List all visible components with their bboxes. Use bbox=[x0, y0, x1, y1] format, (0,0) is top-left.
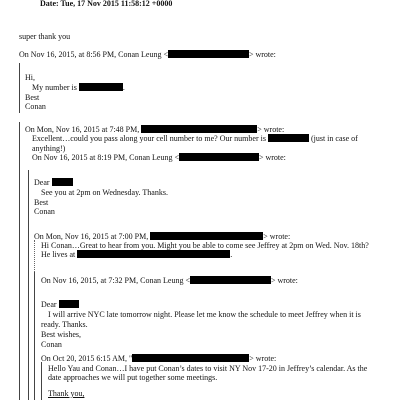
quote1-greeting: Hi, bbox=[25, 73, 35, 82]
redacted-email bbox=[150, 232, 263, 240]
quote2-line1-prefix: Excellent…could you pass along your cell number to me? Our number is bbox=[32, 134, 266, 143]
redacted-email bbox=[179, 153, 259, 161]
quote3-line1: See you at 2pm on Wednesday. Thanks. bbox=[41, 188, 168, 197]
quote1-attribution-suffix: > wrote: bbox=[248, 50, 276, 59]
quote6-attribution-prefix: On Oct 20, 2015 6:15 AM, " bbox=[41, 354, 133, 363]
quote2-line1-suffix: (just in case of bbox=[310, 134, 358, 143]
quote2-line1 bbox=[32, 134, 358, 144]
quote5-line2: ready. Thanks. bbox=[41, 320, 88, 329]
quote3-signoff: Best bbox=[34, 198, 49, 207]
quote5-attribution-prefix: On Nov 16, 2015, at 7:32 PM, Conan Leung < bbox=[41, 276, 190, 285]
quote6-attribution-suffix: > wrote: bbox=[249, 354, 277, 363]
quote2-attribution2 bbox=[32, 153, 286, 163]
quote1-line1-suffix: . bbox=[122, 83, 125, 92]
quote1-attribution-prefix: On Nov 16, 2015, at 8:56 PM, Conan Leung < bbox=[19, 50, 168, 59]
quote1-name: Conan bbox=[25, 102, 46, 111]
quote4-line2 bbox=[41, 250, 232, 260]
redacted-name bbox=[52, 178, 73, 186]
quote5-name: Conan bbox=[41, 340, 62, 349]
quote3-greeting bbox=[34, 178, 73, 188]
quote2-attribution2-prefix: On Nov 16, 2015 at 8:19 PM, Conan Leung < bbox=[32, 153, 179, 162]
redacted-email bbox=[190, 276, 271, 284]
quote3-bar bbox=[28, 170, 29, 400]
quote5-greeting-text: Dear bbox=[41, 300, 57, 309]
date-header bbox=[40, 0, 172, 9]
redacted-address bbox=[77, 250, 233, 259]
quote1-bar bbox=[19, 63, 20, 113]
redacted-number bbox=[268, 134, 309, 142]
quote1-line1-prefix: My number is bbox=[32, 83, 77, 92]
quote4-bar bbox=[34, 240, 35, 274]
quote5-signoff: Best wishes, bbox=[41, 330, 81, 339]
quote4-attribution-suffix: > wrote: bbox=[263, 232, 291, 241]
redacted-email bbox=[168, 50, 249, 58]
quote5-bar bbox=[34, 272, 35, 400]
quote6-closing: Thank you, bbox=[48, 389, 85, 398]
quote4-line2-suffix: . bbox=[230, 250, 233, 259]
quote1-signoff: Best bbox=[25, 93, 40, 102]
quote2-outer-bar bbox=[19, 122, 20, 400]
quote5-attribution-suffix: > wrote: bbox=[270, 276, 298, 285]
quote4-line1: Hi Conan…Great to hear from you. Might you be able to come see Jeffrey at 2pm on Wed. Nov. 18th? bbox=[41, 241, 369, 250]
redacted-name bbox=[59, 300, 79, 308]
quote2-attribution2-suffix: > wrote: bbox=[258, 153, 286, 162]
quote6-bar bbox=[41, 362, 42, 400]
quote2-attribution-prefix: On Mon, Nov 16, 2015 at 7:48 PM, bbox=[25, 125, 140, 134]
redacted-number bbox=[79, 83, 123, 91]
quote6-attribution bbox=[41, 354, 276, 364]
redacted-email bbox=[141, 125, 257, 133]
reply-text: super thank you bbox=[19, 32, 71, 41]
date-value: Tue, 17 Nov 2015 11:58:12 +0000 bbox=[60, 0, 173, 8]
quote5-line1: I will arrive NYC late tomorrow night. Please let me know the schedule to meet Jeffrey when it is bbox=[48, 310, 361, 319]
quote2-line2: anything!) bbox=[32, 144, 66, 153]
quote4-line2-prefix: He lives at bbox=[41, 250, 76, 259]
quote2-attribution-suffix: > wrote: bbox=[257, 125, 285, 134]
quote1-line1 bbox=[32, 83, 125, 93]
quote3-greeting-text: Dear bbox=[34, 178, 50, 187]
date-label: Date: bbox=[40, 0, 59, 8]
redacted-email bbox=[132, 354, 249, 362]
quote6-line2: date approaches we will put together some meetings. bbox=[48, 373, 218, 382]
quote6-line1: Hello Yau and Conan…I have put Conan’s dates to visit NY Nov 17-20 in Jeffrey’s calendar. As the bbox=[48, 364, 368, 373]
quote5-greeting bbox=[41, 300, 79, 310]
quote4-attribution-prefix: On Mon, Nov 16, 2015 at 7:00 PM, bbox=[34, 232, 149, 241]
quote3-name: Conan bbox=[34, 207, 55, 216]
quote5-attribution bbox=[41, 276, 298, 286]
quote1-attribution bbox=[19, 50, 276, 60]
